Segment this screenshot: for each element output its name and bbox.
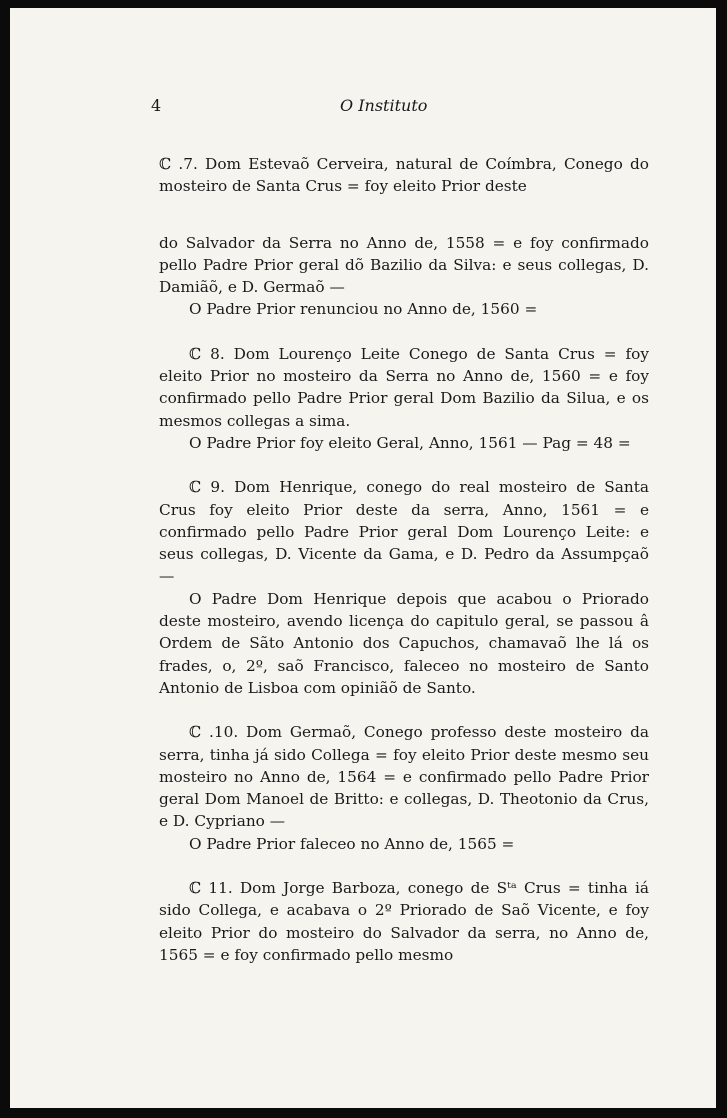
entry-11-paragraph-1: ℂ 11. Dom Jorge Barboza, conego de Sᵗᵃ Crus = tinha iá sido Collega, e acabava o 2º Priorado de Saõ Vicente, e foy eleito Prior do mosteiro do Salvador da serra, no Anno de, 1565 = e foy confirmado pello mesmo — [159, 879, 649, 964]
entry-9-paragraph-2: O Padre Dom Henrique depois que acabou o Priorado deste mosteiro, avendo licença do capitulo geral, se passou â Ordem de Sãto Antonio dos Capuchos, chamavaõ lhe lá os frades, o, 2º, saõ Francisco, faleceo no mosteiro de Santo Antonio de Lisboa com opiniãõ de Santo. — [159, 589, 649, 697]
page-header — [10, 96, 716, 120]
running-title: O Instituto — [340, 96, 428, 115]
entry-7-paragraph-3: O Padre Prior renunciou no Anno de, 1560 = — [189, 300, 538, 319]
entry-8-paragraph-2: O Padre Prior foy eleito Geral, Anno, 1561 — Pag = 48 = — [189, 433, 631, 452]
entry-8-paragraph-1: ℂ 8. Dom Lourenço Leite Conego de Santa Crus = foy eleito Prior no mosteiro da Serra no Anno de, 1560 = e foy confirmado pello Padre Prior geral Dom Bazilio da Silua, e os mesmos collegas a sima. — [159, 344, 649, 430]
entry-7-paragraph-1: ℂ .7. Dom Estevaõ Cerveira, natural de Coímbra, Conego do mosteiro de Santa Crus = foy eleito Prior deste — [159, 155, 649, 196]
body-text — [159, 153, 649, 966]
document-page — [10, 8, 716, 1108]
entry-7-paragraph-2: do Salvador da Serra no Anno de, 1558 = e foy confirmado pello Padre Prior geral dõ Bazilio da Silva: e seus collegas, D. Damiãõ, e D. Germaõ — — [159, 233, 649, 297]
entry-10-paragraph-2: O Padre Prior faleceo no Anno de, 1565 = — [189, 834, 515, 853]
entry-10-paragraph-1: ℂ .10. Dom Germaõ, Conego professo deste mosteiro da serra, tinha já sido Collega = foy eleito Prior deste mesmo seu mosteiro no Anno de, 1564 = e confirmado pello Padre Prior geral Dom Manoel de Britto: e collegas, D. Theotonio da Crus, e D. Cypriano — — [159, 723, 649, 831]
entry-9-paragraph-1: ℂ 9. Dom Henrique, conego do real mosteiro de Santa Crus foy eleito Prior deste da serra, Anno, 1561 = e confirmado pello Padre Prior geral Dom Lourenço Leite: e seus collegas, D. Vicente da Gama, e D. Pedro da Assumpçaõ — — [159, 478, 649, 586]
page-number: 4 — [151, 96, 162, 115]
